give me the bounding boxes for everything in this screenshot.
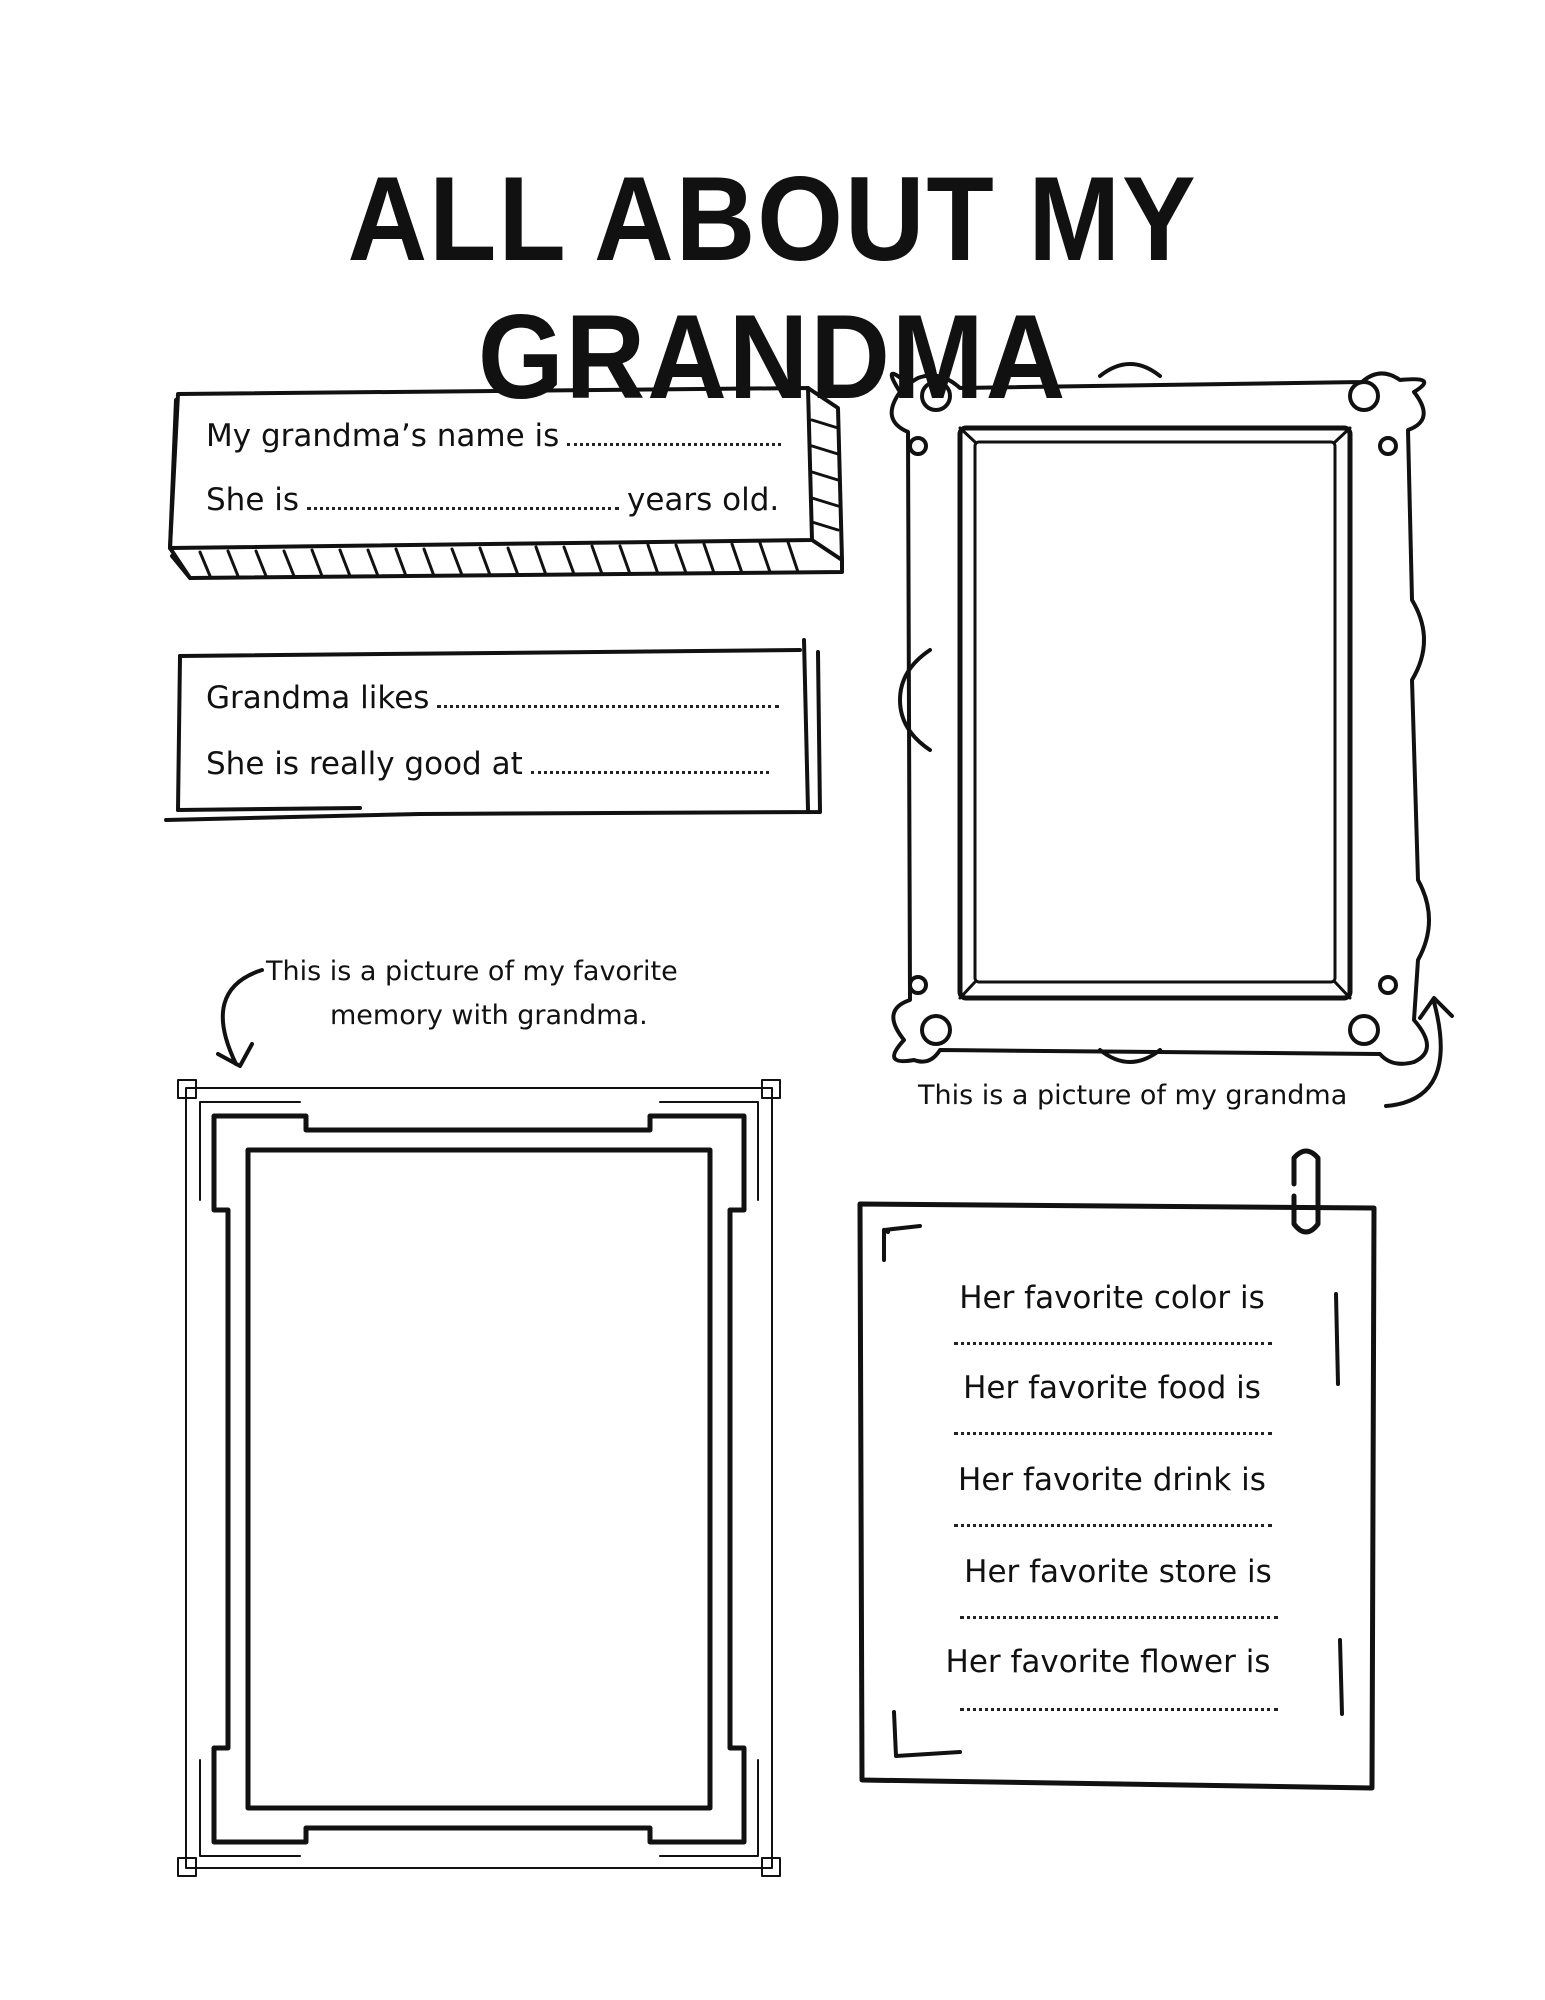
memory-caption-line1: This is a picture of my favorite bbox=[266, 956, 678, 987]
grandma-photo-area[interactable] bbox=[976, 444, 1332, 980]
grandma-name-row bbox=[206, 418, 789, 454]
arrow-up-icon bbox=[1386, 998, 1452, 1106]
grandma-name-label: My grandma’s name is bbox=[206, 418, 560, 454]
favorite-drink-label: Her favorite drink is bbox=[958, 1462, 1266, 1498]
grandma-likes-blank[interactable] bbox=[437, 705, 779, 708]
favorite-store-blank[interactable] bbox=[960, 1616, 1278, 1619]
grandma-age-blank[interactable] bbox=[307, 507, 619, 510]
favorite-flower-label: Her favorite flower is bbox=[945, 1644, 1271, 1680]
favorite-color-label: Her favorite color is bbox=[959, 1280, 1265, 1316]
grandma-picture-caption: This is a picture of my grandma bbox=[918, 1080, 1348, 1111]
grandma-likes-label: Grandma likes bbox=[206, 680, 430, 716]
grandma-likes-row bbox=[206, 680, 787, 716]
page-title: ALL ABOUT MY GRANDMA bbox=[347, 152, 1198, 424]
likes-box-outline bbox=[166, 640, 820, 820]
grandma-age-suffix: years old. bbox=[627, 482, 780, 518]
grandma-good-at-label: She is really good at bbox=[206, 746, 523, 782]
grandma-age-row bbox=[206, 482, 779, 518]
favorite-food-blank[interactable] bbox=[954, 1432, 1272, 1435]
favorite-food-label: Her favorite food is bbox=[963, 1370, 1261, 1406]
favorite-color-blank[interactable] bbox=[954, 1342, 1272, 1345]
grandma-age-label: She is bbox=[206, 482, 300, 518]
grandma-good-at-blank[interactable] bbox=[531, 771, 769, 774]
grandma-name-blank[interactable] bbox=[567, 443, 781, 446]
favorite-store-label: Her favorite store is bbox=[964, 1554, 1272, 1590]
arrow-down-icon bbox=[218, 970, 262, 1066]
paperclip-icon bbox=[1294, 1151, 1318, 1232]
favorite-drink-blank[interactable] bbox=[954, 1524, 1272, 1527]
favorite-flower-blank[interactable] bbox=[960, 1708, 1278, 1711]
grandma-good-at-row bbox=[206, 746, 777, 782]
memory-photo-area[interactable] bbox=[252, 1154, 706, 1804]
memory-caption-line2: memory with grandma. bbox=[330, 1000, 648, 1031]
